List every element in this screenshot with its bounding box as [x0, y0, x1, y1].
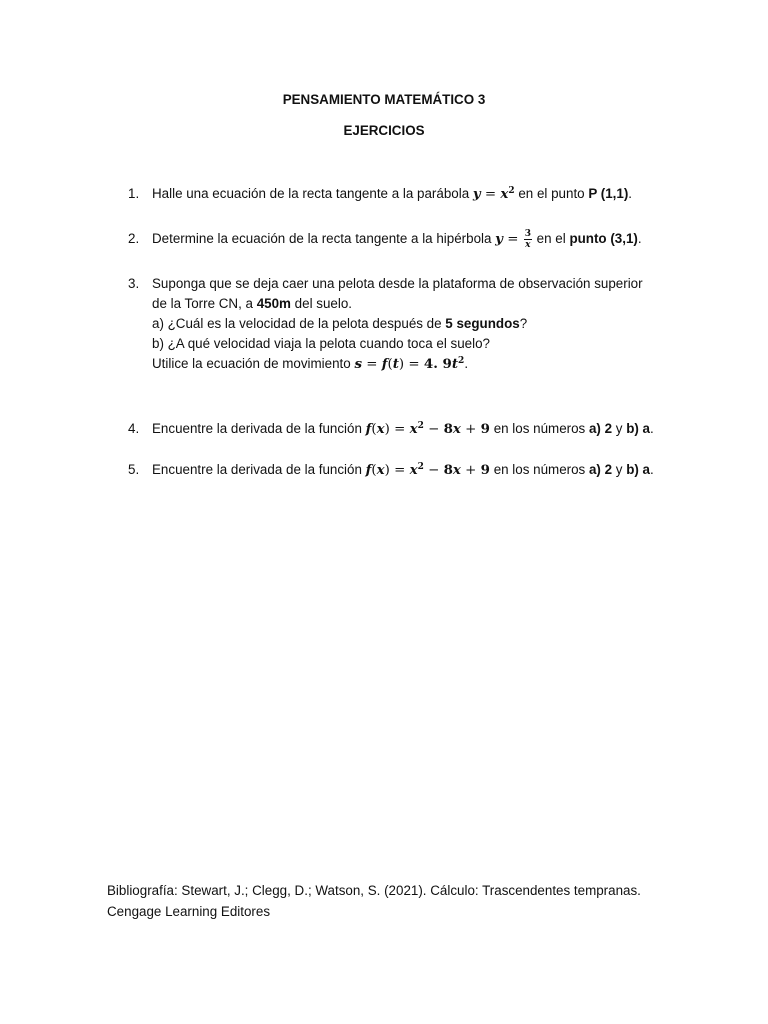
exercise-3: [128, 274, 688, 375]
page-title: PENSAMIENTO MATEMÁTICO 3: [282, 92, 486, 107]
bibliography: [107, 880, 687, 922]
exercise-text: Encuentre la derivada de la función $f(x) = x^2 - 8x + 9$ en los números a) 2 y b) a.: [152, 462, 654, 478]
exercise-number: 4.: [128, 421, 140, 436]
exercise-number: 3.: [128, 276, 140, 291]
exercise-text: Encuentre la derivada de la función $f(x) = x^2 - 8x + 9$ en los números a) 2 y b) a.: [152, 421, 654, 437]
fraction: $\frac{3}{x}$: [524, 229, 531, 250]
page-subtitle: EJERCICIOS: [343, 123, 425, 138]
exercise-text: Suponga que se deja caer una pelota desde la plataforma de observación superior de la Torre CN, a 450m del suelo. a) ¿Cuál es la velocidad de la pelota después de 5 segundos? b) ¿A qué velocidad viaja la pelota cuando toca el suelo? Utilice la ecuación de movimiento s = f(t) = 4. $9t^2$.: [152, 276, 643, 372]
exercise-text: Halle una ecuación de la recta tangente a la parábola $y = x^2$ en el punto P (1,1).: [152, 186, 633, 202]
exercise-1: [128, 184, 688, 205]
exercise-number: 5.: [128, 462, 140, 477]
point-label: P (1,1): [588, 186, 629, 201]
bibliography-line: Bibliografía: Stewart, J.; Clegg, D.; Watson, S. (2021). Cálculo: Trascendentes tempranas.: [107, 883, 641, 898]
exercise-number: 1.: [128, 186, 140, 201]
exercise-2: [128, 229, 688, 250]
exercise-number: 2.: [128, 231, 140, 246]
exercise-5: [128, 460, 688, 481]
exercise-text: Determine la ecuación de la recta tangente a la hipérbola y = $\frac{3}{x}$ en el punto (3,1).: [152, 229, 642, 250]
bibliography-line: Cengage Learning Editores: [107, 904, 271, 919]
point-label: punto (3,1): [569, 231, 638, 247]
exercise-4: [128, 419, 688, 440]
